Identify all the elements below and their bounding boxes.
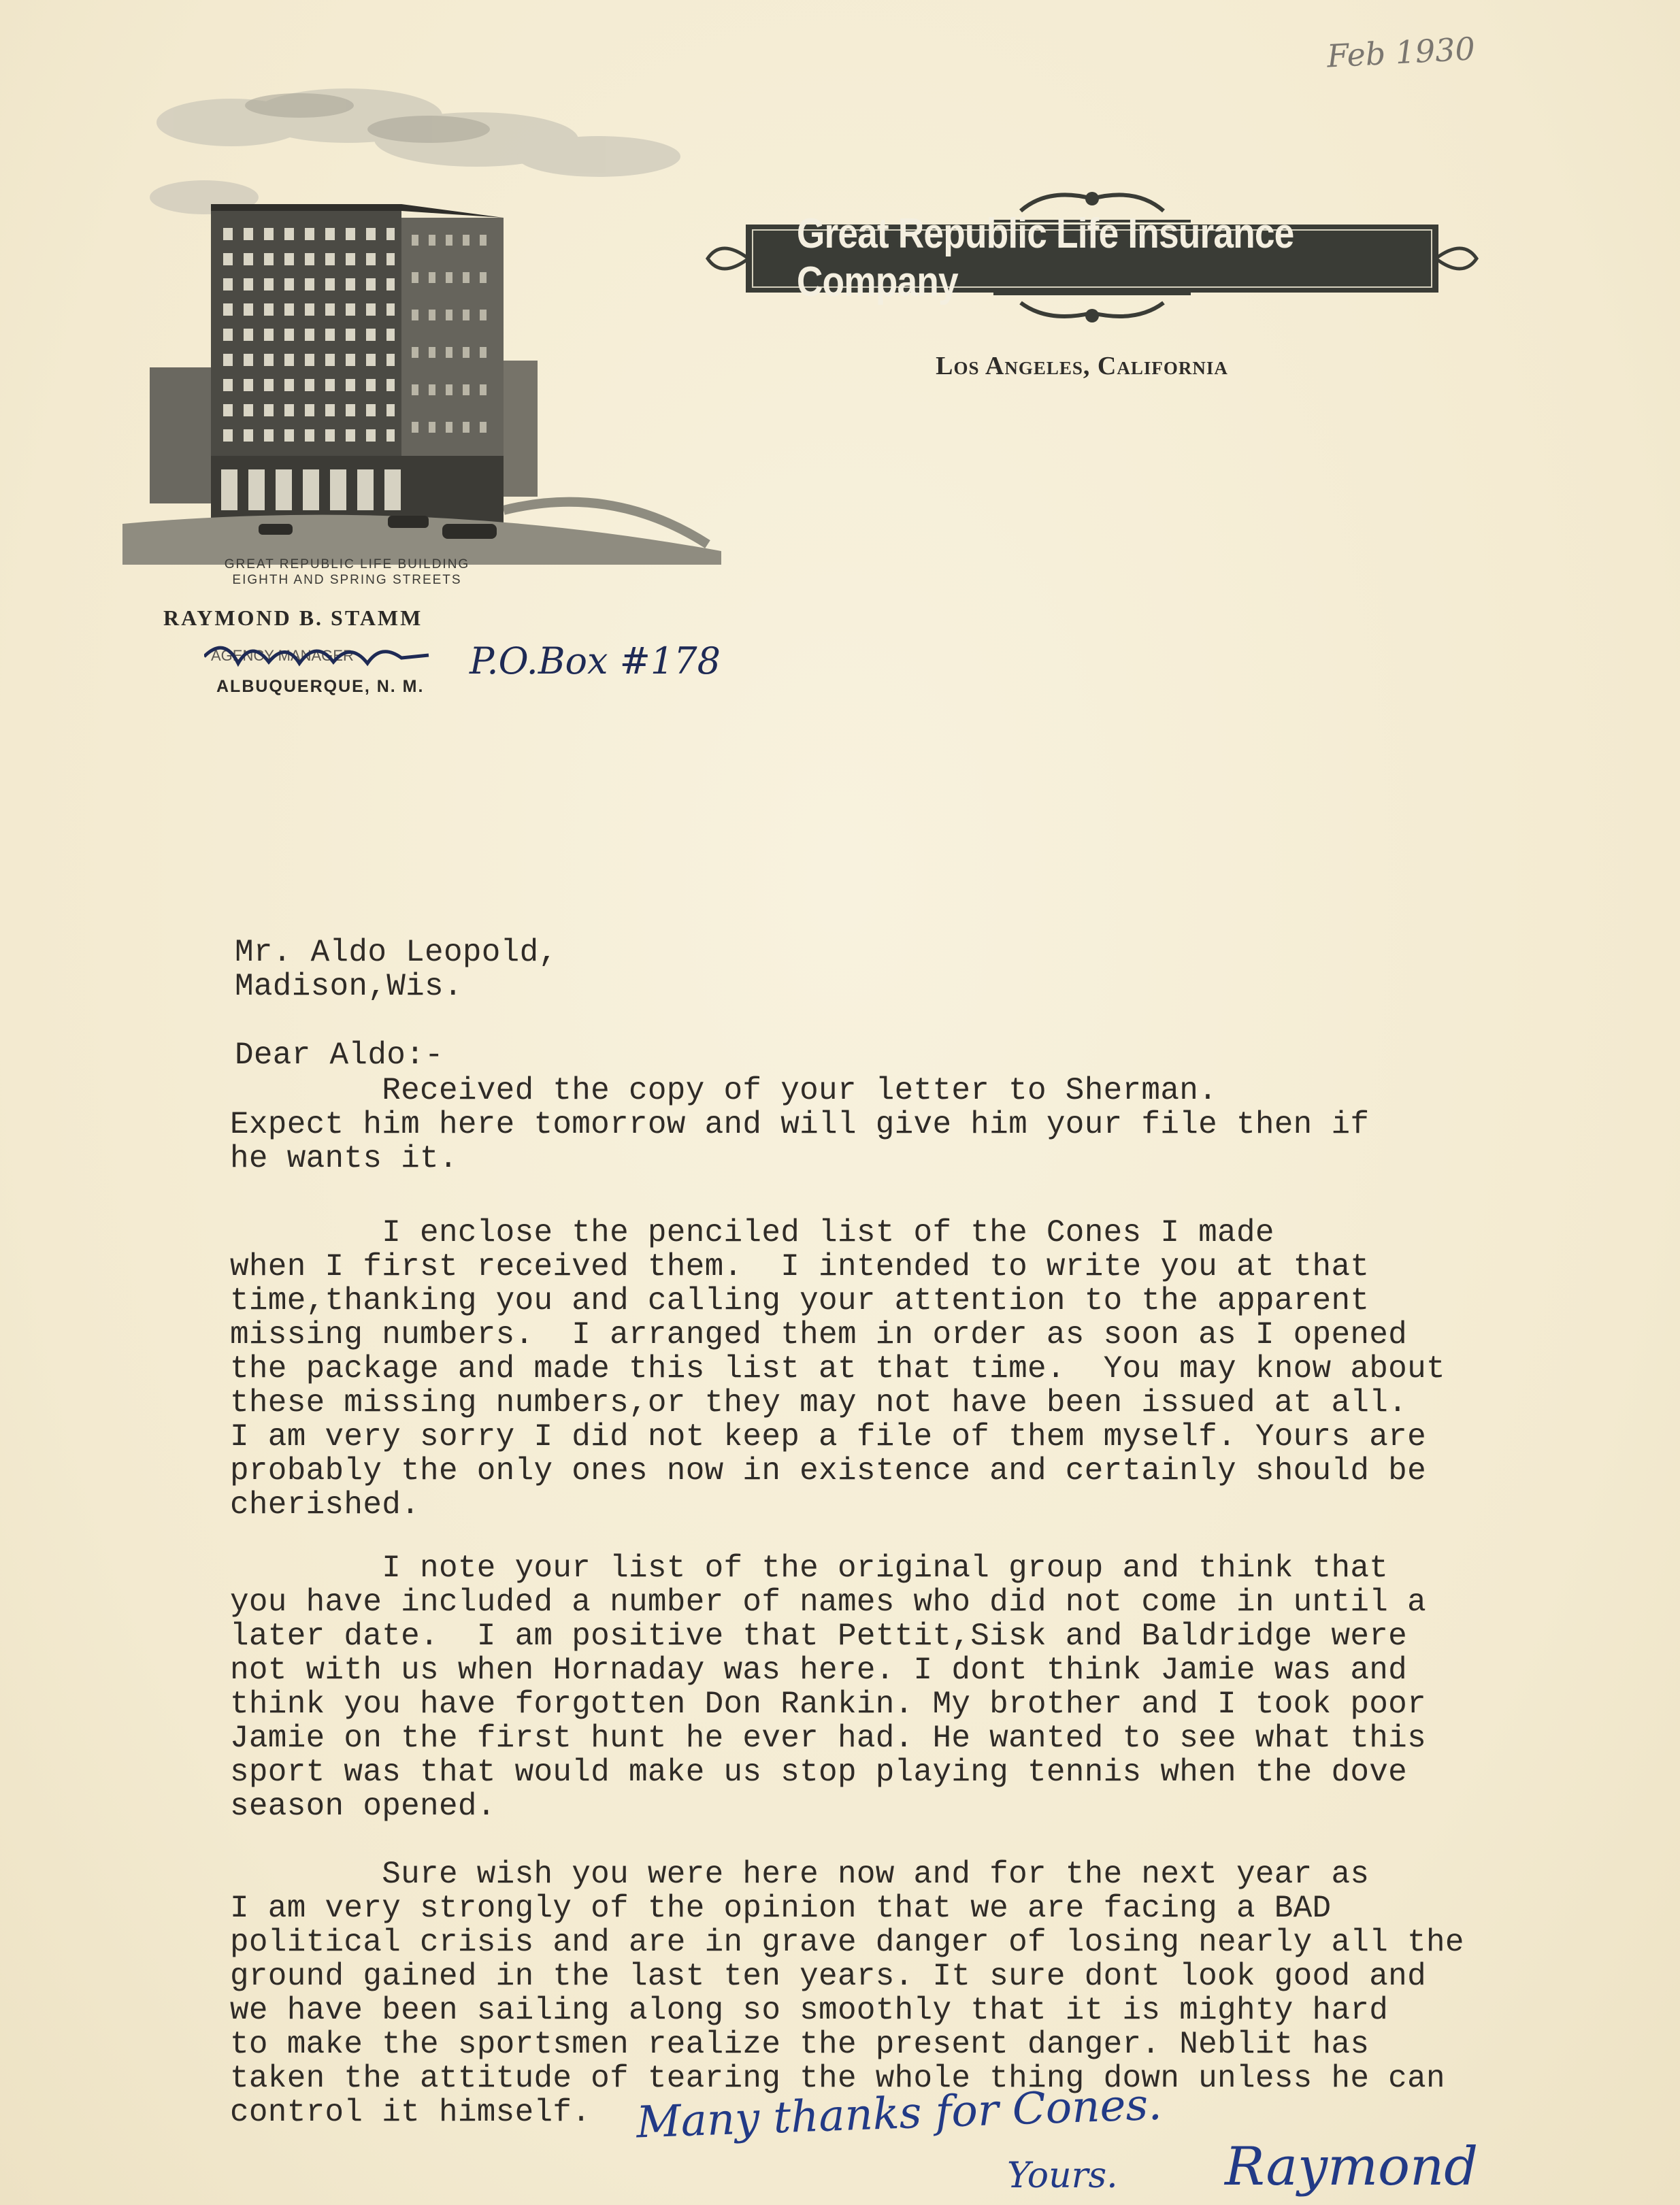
recipient-city: Madison,Wis.: [235, 969, 463, 1004]
handwritten-closing: Yours.: [1007, 2155, 1118, 2196]
agent-pobox-handwritten: P.O.Box #178: [470, 640, 721, 682]
paragraph-3: I note your list of the original group and think that you have included a number of names who did not come in until a later date. I am positive that Pettit,Sisk and Baldridge were not with us when Hornaday was here. I dont think Jamie was and think you have forgotten Don Rankin. My brother and I took poor Jamie on the first hunt he ever had. He wanted to see what this sport was that would make us stop playing tennis when the dove season opened.: [230, 1551, 1426, 1824]
agent-name: RAYMOND B. STAMM: [163, 606, 423, 630]
paragraph-2: I enclose the penciled list of the Cones I made when I first received them. I intended to write you at that time,thanking you and calling your attention to the apparent missing numbers. I arranged them in order as soon as I opened the package and made this list at that time. You may know about these missing numbers,or they may not have been issued at all. I am very sorry I did not keep a file of them myself. Yours are probably the only ones now in existence and certainly should be cherished.: [230, 1215, 1445, 1523]
company-name: Great Republic Life Insurance Company: [796, 210, 1294, 305]
recipient-block: [235, 935, 557, 1004]
crossed-out-address: [204, 636, 435, 670]
agent-city: ALBUQUERQUE, N. M.: [216, 677, 425, 696]
date-annotation: Feb 1930: [1325, 30, 1477, 75]
handwritten-note: Many thanks for Cones.: [635, 2079, 1163, 2149]
paragraph-1: Received the copy of your letter to Sherman. Expect him here tomorrow and will give him your file then if he wants it.: [230, 1073, 1370, 1176]
svg-text:AGENCY MANAGER: AGENCY MANAGER: [211, 647, 354, 664]
signature: Raymond: [1225, 2136, 1479, 2198]
company-city: Los Angeles, California: [936, 352, 1228, 380]
recipient-name: Mr. Aldo Leopold,: [235, 935, 558, 970]
paragraph-4: Sure wish you were here now and for the next year as I am very strongly of the opinion that we are facing a BAD political crisis and are in grave danger of losing nearly all the ground gained in the last ten years. It sure dont look good and we have been sailing along so smoothly that it is mighty hard to make the sportsmen realize the present danger. Neblit has taken the attitude of tearing the whole thing down unless he can control it himself.: [230, 1857, 1464, 2130]
building-caption: GREAT REPUBLIC LIFE BUILDING EIGHTH AND SPRING STREETS: [224, 557, 470, 587]
building-engraving: [122, 75, 721, 565]
salutation: Dear Aldo:-: [235, 1038, 444, 1073]
